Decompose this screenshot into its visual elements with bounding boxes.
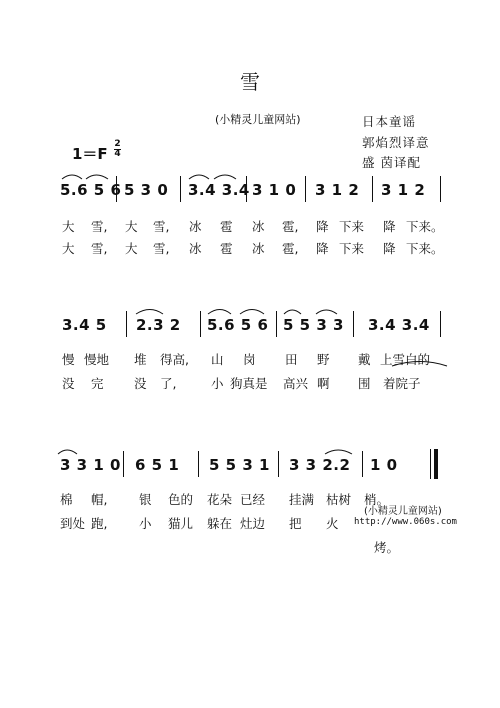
lyric-syllable: 戴 xyxy=(358,352,371,367)
lyric-syllable: 雪, xyxy=(91,241,108,256)
lyric-syllable: 已经 xyxy=(240,492,266,507)
lyric-syllable: 上雪白的 xyxy=(380,352,431,367)
lyric-syllable: 把 xyxy=(289,516,302,531)
lyric-syllable: 小 xyxy=(139,516,152,531)
lyric-syllable: 猫儿 xyxy=(168,516,194,531)
lyric-syllable: 冰 xyxy=(189,241,202,256)
slur-arc xyxy=(392,362,447,367)
measure: 3.4 5 xyxy=(62,316,107,334)
measure: 3 1 2 xyxy=(381,181,426,199)
lyric-syllable: 围 xyxy=(358,376,371,391)
lyric-syllable: 下来。 xyxy=(406,219,444,234)
lyric-syllable: 雹, xyxy=(282,219,299,234)
lyric-syllable: 大 xyxy=(62,219,75,234)
slur-arc xyxy=(316,310,337,314)
measure: 5 5 3 1 xyxy=(209,456,270,474)
lyric-syllable: 冰 xyxy=(189,219,202,234)
lyric-syllable: 挂满 xyxy=(289,492,315,507)
lyric-syllable: 枯树 xyxy=(326,492,352,507)
measure: 5.6 5 6 xyxy=(60,181,122,199)
lyric-syllable: 雹 xyxy=(220,241,233,256)
lyric-syllable: 了, xyxy=(160,376,177,391)
footer-url: http://www.060s.com xyxy=(354,517,457,527)
slur-arc xyxy=(189,175,209,179)
key-signature: 1＝F xyxy=(72,145,108,163)
measure: 2.3 2 xyxy=(136,316,181,334)
measure: 3 1 2 xyxy=(315,181,360,199)
slur-arc xyxy=(58,450,77,454)
lyric-syllable: 野 xyxy=(317,352,330,367)
measure: 3.4 3.4 xyxy=(188,181,250,199)
lyric-syllable: 下来 xyxy=(339,241,365,256)
lyric-syllable: 山 xyxy=(211,352,224,367)
lyric-syllable: 慢地 xyxy=(84,352,110,367)
lyric-syllable: 雹, xyxy=(282,241,299,256)
slur-arc xyxy=(240,310,264,315)
song-title: 雪 xyxy=(240,70,260,94)
lyric-syllable: 田 xyxy=(285,352,298,367)
lyric-syllable: 花朵 xyxy=(207,492,233,507)
lyric-syllable: 躲在 xyxy=(207,516,233,531)
credit-translation: 郭焰烈译意 xyxy=(362,135,430,150)
lyric-syllable: 雹 xyxy=(220,219,233,234)
lyric-syllable: 大 xyxy=(125,219,138,234)
measure: 3 3 2.2 xyxy=(289,456,351,474)
lyric-syllable: 堆 xyxy=(134,352,147,367)
lyric-syllable: 下来 xyxy=(339,219,365,234)
lyric-syllable: 雪, xyxy=(91,219,108,234)
slur-arc xyxy=(62,175,82,179)
measure: 3.4 3.4 xyxy=(368,316,430,334)
lyric-syllable: 啊 xyxy=(317,376,330,391)
lyric-syllable: 到处 xyxy=(60,516,86,531)
lyric-syllable: 着院子 xyxy=(383,376,421,391)
slur-arc xyxy=(208,310,231,315)
lyric-syllable: 降 xyxy=(383,241,396,256)
lyric-syllable: 火 xyxy=(326,516,339,531)
lyric-syllable: 帽, xyxy=(91,492,108,507)
measure: 5.6 5 6 xyxy=(207,316,269,334)
source-subtitle: (小精灵儿童网站) xyxy=(215,113,301,126)
measure: 3 1 0 xyxy=(252,181,297,199)
lyric-syllable: 没 xyxy=(134,376,147,391)
lyric-syllable: 大 xyxy=(125,241,138,256)
time-signature-bottom: 4 xyxy=(114,149,121,159)
lyric-syllable: 色的 xyxy=(168,492,194,507)
lyric-syllable: 雪, xyxy=(153,241,170,256)
lyric-syllable: 烤。 xyxy=(374,540,400,555)
credit-arrangement: 盛 茵译配 xyxy=(362,155,421,170)
slur-arc xyxy=(214,175,236,179)
time-signature-top: 2 xyxy=(114,139,121,149)
lyric-syllable: 完 xyxy=(91,376,104,391)
lyric-syllable: 降 xyxy=(316,219,329,234)
lyric-syllable: 雪, xyxy=(153,219,170,234)
measure: 5 5 3 3 xyxy=(283,316,344,334)
credit-origin: 日本童谣 xyxy=(362,114,417,129)
lyric-syllable: 冰 xyxy=(252,241,265,256)
lyric-syllable: 梢。 xyxy=(364,492,390,507)
slur-arc xyxy=(325,450,352,454)
slur-arc xyxy=(86,175,108,179)
slur-arc xyxy=(284,310,301,314)
lyric-syllable: 大 xyxy=(62,241,75,256)
lyric-syllable: 下来。 xyxy=(406,241,444,256)
lyric-syllable: 降 xyxy=(316,241,329,256)
lyric-syllable: 没 xyxy=(62,376,75,391)
lyric-syllable: 棉 xyxy=(60,492,73,507)
lyric-syllable: 银 xyxy=(139,492,152,507)
measure: 5 3 0 xyxy=(124,181,169,199)
slur-arc xyxy=(136,310,163,315)
lyric-syllable: 跑, xyxy=(91,516,108,531)
measure: 1 0 xyxy=(370,456,398,474)
lyric-syllable: 得高, xyxy=(160,352,189,367)
lyric-syllable: 小 xyxy=(211,376,224,391)
measure: 3 3 1 0 xyxy=(60,456,121,474)
lyric-syllable: 狗真是 xyxy=(230,376,268,391)
lyric-syllable: 降 xyxy=(383,219,396,234)
lyric-syllable: 灶边 xyxy=(240,516,266,531)
lyric-syllable: 高兴 xyxy=(283,376,309,391)
lyric-syllable: 岗 xyxy=(243,352,256,367)
lyric-syllable: 慢 xyxy=(62,352,75,367)
measure: 6 5 1 xyxy=(135,456,180,474)
lyric-syllable: 冰 xyxy=(252,219,265,234)
footer-stamp: (小精灵儿童网站) xyxy=(364,506,442,517)
